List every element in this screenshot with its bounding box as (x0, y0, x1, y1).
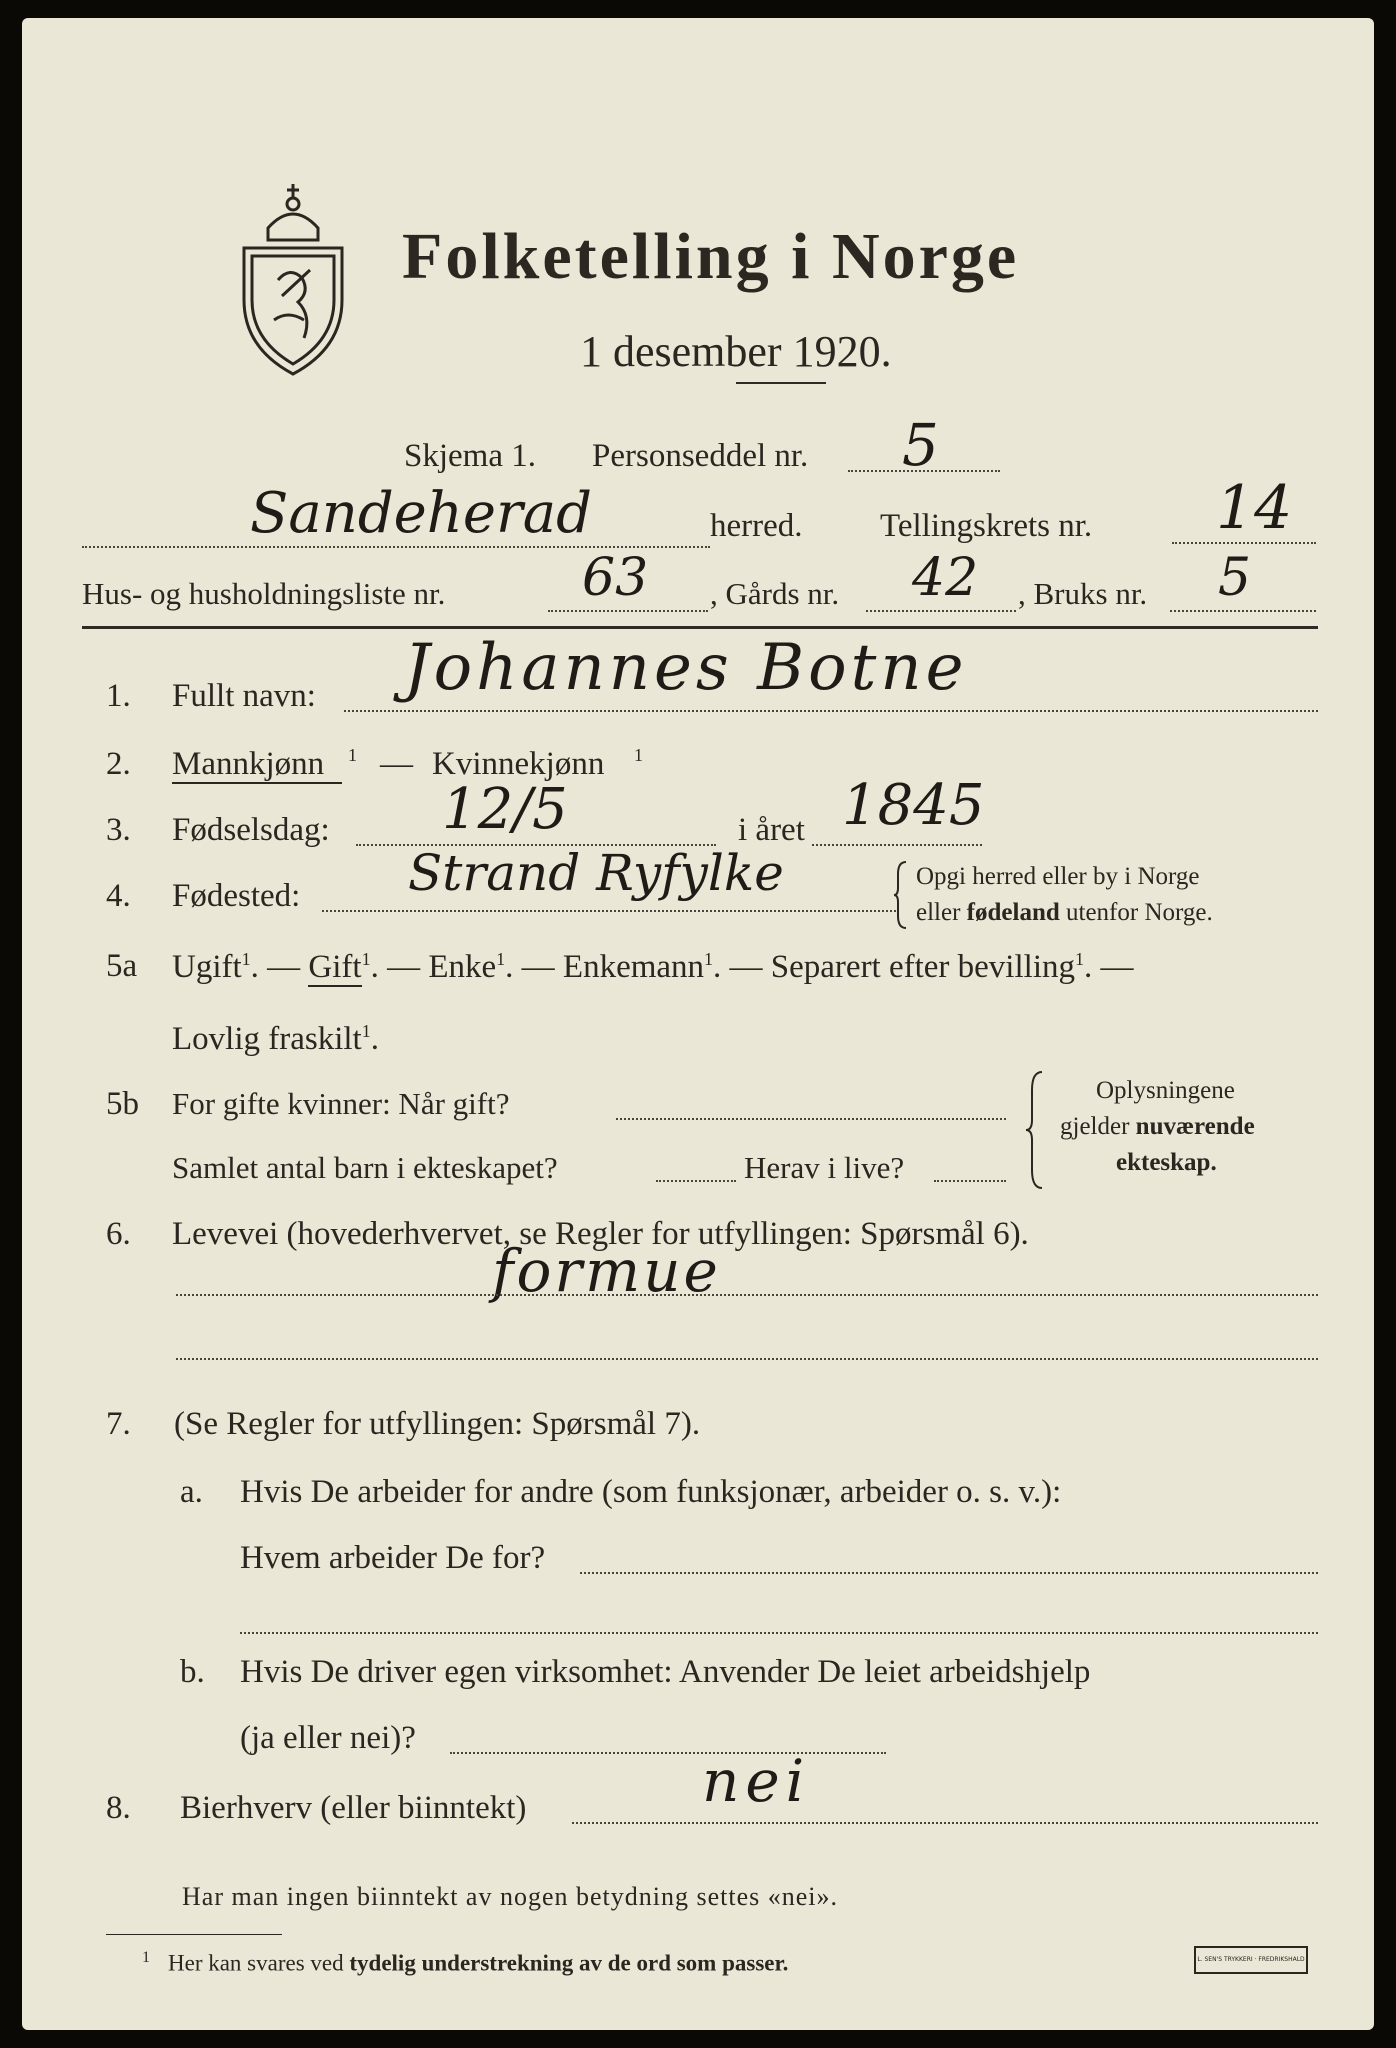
q4-label: Fødested: (172, 878, 301, 914)
footnote (142, 1950, 788, 1975)
q5a-ugift: Ugift (172, 949, 242, 985)
gards-dots (866, 610, 1016, 612)
husliste-dots (548, 610, 708, 612)
q1-number: 1. (106, 678, 131, 714)
personseddel-value[interactable]: 5 (902, 411, 939, 479)
q5a-gift: Gift (308, 949, 362, 985)
footnote-mark: 1 (142, 1949, 150, 1966)
q5b-note-gjelder: gjelder (1060, 1113, 1136, 1140)
bruks-value[interactable]: 5 (1218, 548, 1252, 608)
q7a-dots-1 (580, 1572, 1318, 1574)
q3-year-label: i året (738, 812, 805, 848)
q7b-question: (ja eller nei)? (240, 1720, 416, 1756)
q8-dots (572, 1822, 1318, 1824)
q6-value[interactable]: formue (492, 1237, 721, 1305)
q3-number: 3. (106, 812, 131, 848)
q6-dots-2 (176, 1358, 1318, 1360)
form-title: Folketelling i Norge (402, 220, 1020, 293)
herred-value[interactable]: Sandeherad (250, 481, 593, 546)
q4-note-line1: Opgi herred eller by i Norge (916, 863, 1200, 890)
q6-label: Levevei (hovederhvervet, se Regler for utfyllingen: Spørsmål 6). (172, 1216, 1029, 1252)
q5a-number: 5a (106, 948, 138, 984)
q5b-barn: Samlet antal barn i ekteskapet? (172, 1150, 558, 1185)
q1-label: Fullt navn: (172, 678, 316, 714)
q4-note-line2 (916, 900, 1213, 925)
q4-dots (322, 910, 896, 912)
q5b-note-line3: ekteskap. (1116, 1149, 1217, 1176)
q7b-dots (450, 1752, 886, 1754)
q5a-sup3: 1 (496, 949, 506, 969)
census-date: 1 desember 1920. (580, 327, 892, 376)
q1-value[interactable]: Johannes Botne (404, 631, 968, 705)
q5a-sup5: 1 (1074, 949, 1084, 969)
q2-male: Mannkjønn (172, 746, 325, 782)
q3-year-value[interactable]: 1845 (842, 773, 985, 838)
q5a-enke: Enke (428, 949, 497, 985)
q2-female: Kvinnekjønn (432, 746, 605, 782)
q2-female-sup: 1 (634, 745, 643, 765)
q2-separator: — (380, 746, 413, 782)
q8-label: Bierhverv (eller biinntekt) (180, 1790, 527, 1826)
printer-stamp (1194, 1946, 1308, 1974)
date-rule (736, 382, 826, 384)
header-rule (82, 626, 1318, 629)
q7a-question: Hvem arbeider De for? (240, 1540, 546, 1576)
q5b-barn-dots (656, 1180, 736, 1182)
q5a-sup2: 1 (361, 949, 371, 969)
q3-year-dots (812, 844, 982, 846)
q7b-number: b. (180, 1654, 205, 1690)
q5b-live: Herav i live? (744, 1150, 905, 1185)
footnote-rule (106, 1934, 282, 1935)
q1-dots (344, 710, 1318, 712)
bruks-dots (1170, 610, 1316, 612)
q5a-sup4: 1 (704, 949, 714, 969)
q7a-dots-2 (240, 1632, 1318, 1634)
norwegian-coat-of-arms-icon (238, 170, 348, 380)
q5a-separert: Separert efter bevilling (770, 949, 1075, 985)
q3-value[interactable]: 12/5 (442, 777, 568, 842)
q7-number: 7. (106, 1406, 131, 1442)
footnote-text-b: tydelig understrekning av de ord som passer. (349, 1950, 789, 1976)
q5b-note-line1: Oplysningene (1096, 1077, 1235, 1104)
q7a-label: Hvis De arbeider for andre (som funksjonær, arbeider o. s. v.): (240, 1474, 1062, 1510)
q4-brace-icon (894, 860, 910, 930)
q5a-sup1: 1 (241, 949, 251, 969)
q4-note-eller: eller (916, 899, 967, 926)
q5a-fraskilt: Lovlig fraskilt (172, 1021, 362, 1057)
q2-male-sup: 1 (348, 745, 357, 765)
q2-male-underline (172, 782, 342, 784)
footnote-text-a: Her kan svares ved (168, 1950, 350, 1976)
gards-value[interactable]: 42 (912, 548, 979, 608)
q5b-label: For gifte kvinner: Når gift? (172, 1086, 510, 1121)
q3-label: Fødselsdag: (172, 812, 330, 848)
q7a-number: a. (180, 1474, 203, 1510)
bruks-label: , Bruks nr. (1018, 576, 1148, 611)
q5a-options: Ugift$^1$. — Gift$^1$. — Enke$^1$. — Enkemann$^1$. — Separert efter bevilling$^1$. — (172, 949, 1134, 985)
q4-value[interactable]: Strand Ryfylke (408, 844, 784, 902)
q5b-note-nuvaerende: nuværende (1135, 1113, 1255, 1140)
q6-dots-1 (176, 1294, 1318, 1296)
printer-stamp-text: L. SEN'S TRYKKERI · FREDRIKSHALD (1197, 1956, 1305, 1963)
q5b-live-dots (934, 1180, 1006, 1182)
q5b-number: 5b (106, 1086, 139, 1122)
q5a-sup6: 1 (361, 1021, 371, 1041)
herred-label: herred. (710, 508, 803, 544)
q8-number: 8. (106, 1790, 131, 1826)
q4-note-fodeland: fødeland (966, 899, 1060, 926)
q7b-label: Hvis De driver egen virksomhet: Anvender De leiet arbeidshjelp (240, 1654, 1091, 1690)
gards-label: , Gårds nr. (710, 576, 840, 611)
husliste-label: Hus- og husholdningsliste nr. (82, 576, 446, 611)
q5b-gift-dots (616, 1118, 1006, 1120)
q2-number: 2. (106, 746, 131, 782)
q6-number: 6. (106, 1216, 131, 1252)
note-nei: Har man ingen biinntekt av nogen betydning settes «nei». (182, 1882, 839, 1911)
tellingskrets-value[interactable]: 14 (1216, 473, 1293, 543)
q4-note-utenfor: utenfor Norge. (1059, 899, 1213, 926)
tellingskrets-label: Tellingskrets nr. (880, 508, 1093, 544)
q4-number: 4. (106, 878, 131, 914)
q5b-brace-icon (1026, 1070, 1046, 1190)
q8-value[interactable]: nei (702, 1747, 811, 1815)
husliste-value[interactable]: 63 (582, 548, 649, 608)
q5a-enkemann: Enkemann (562, 949, 705, 985)
q7-label: (Se Regler for utfyllingen: Spørsmål 7). (174, 1406, 701, 1442)
q5a-fraskilt-line: Lovlig fraskilt$^1$. (172, 1021, 379, 1057)
personseddel-label: Personseddel nr. (592, 438, 809, 474)
census-form-page (22, 18, 1374, 2030)
skjema-label: Skjema 1. (404, 438, 536, 474)
q5b-note-line2 (1060, 1114, 1255, 1139)
